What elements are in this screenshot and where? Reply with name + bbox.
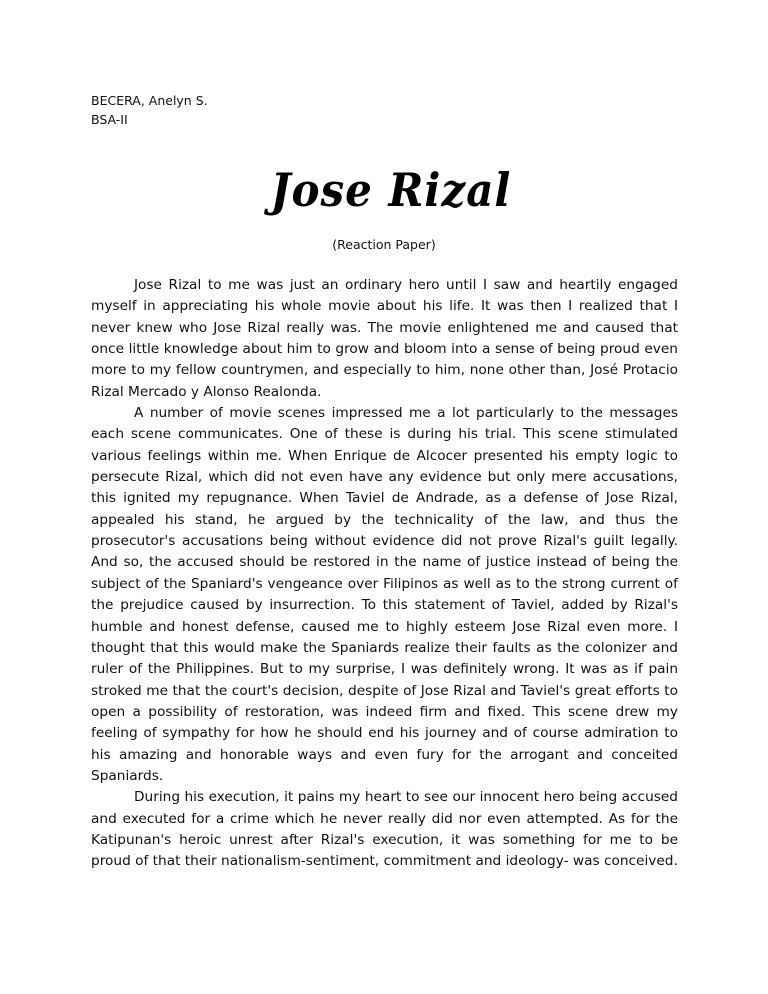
document-title: Jose Rizal: [270, 163, 512, 217]
author-course: BSA-II: [91, 112, 128, 127]
paragraph-2: A number of movie scenes impressed me a lot particularly to the messages each scene communicates. One of these is during his trial. This scene stimulated various feelings within me. When Enrique de Alcocer presented his empty logic to persecute Rizal, which did not even have any evidence but only mere accusations, this ignited my repugnance. When Taviel de Andrade, as a defense of Jose Rizal, appealed his stand, he argued by the technicality of the law, and thus the prosecutor's accusations being without evidence did not prove Rizal's guilt legally. And so, the accused should be restored in the name of justice instead of being the subject of the Spaniard's vengeance over Filipinos as well as to the strong current of the prejudice caused by insurrection. To this statement of Taviel, added by Rizal's humble and honest defense, caused me to highly esteem Jose Rizal even more. I thought that this would make the Spaniards realize their faults as the colonizer and ruler of the Philippines. But to my surprise, I was definitely wrong. It was as if pain stroked me that the court's decision, despite of Jose Rizal and Taviel's great efforts to open a possibility of restoration, was indeed firm and fixed. This scene drew my feeling of sympathy for how he should end his journey and of course admiration to his amazing and honorable ways and even fury for the arrogant and conceited Spaniards.: [91, 405, 678, 784]
document-subtitle: (Reaction Paper): [332, 237, 436, 252]
author-name: BECERA, Anelyn S.: [91, 93, 208, 108]
author-header: [91, 91, 208, 129]
paragraph-1: Jose Rizal to me was just an ordinary hero until I saw and heartily engaged myself in appreciating his whole movie about his life. It was then I realized that I never knew who Jose Rizal really was. The movie enlightened me and caused that once little knowledge about him to grow and bloom into a sense of being proud even more to my fellow countrymen, and especially to him, none other than, José Protacio Rizal Mercado y Alonso Realonda.: [91, 277, 678, 400]
title-banner: [270, 150, 512, 230]
paragraph-3: During his execution, it pains my heart to see our innocent hero being accused and executed for a crime which he never really did nor even attempted. As for the Katipunan's heroic unrest after Rizal's execution, it was something for me to be proud of that their nationalism-sentiment, commitment and ideology- was conceived.: [91, 789, 678, 870]
body-text: [91, 275, 678, 873]
